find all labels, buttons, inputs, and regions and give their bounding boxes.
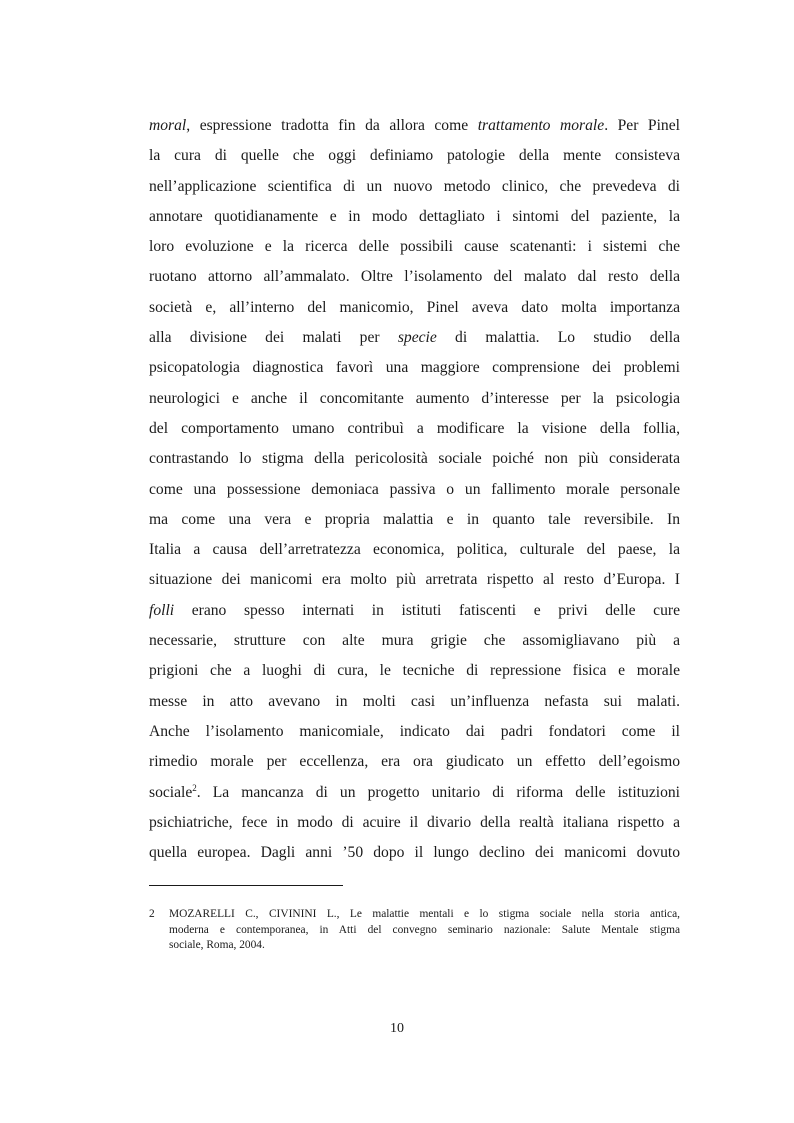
- body-line: [149, 262, 680, 292]
- body-text-segment: necessarie, strutture con alte mura grigie che assomigliavano più a: [149, 632, 680, 650]
- body-text-segment: la cura di quelle che oggi definiamo patologie della mente consisteva: [149, 147, 680, 165]
- body-text-segment: specie: [397, 329, 437, 347]
- body-text-segment: Anche l’isolamento manicomiale, indicato dai padri fondatori come il: [149, 722, 680, 740]
- body-line: [149, 656, 680, 686]
- body-line: [149, 172, 680, 202]
- body-text-segment: ruotano attorno all’ammalato. Oltre l’isolamento del malato dal resto della: [149, 268, 680, 286]
- body-line: [149, 505, 680, 535]
- body-line: [149, 717, 680, 747]
- body-line: [149, 778, 680, 808]
- body-text-segment: Italia a causa dell’arretratezza economica, politica, culturale del paese, la: [149, 541, 680, 559]
- footnote-line: moderna e contemporanea, in Atti del convegno seminario nazionale: Salute Mentale stigma: [169, 923, 680, 936]
- body-text-segment: società e, all’interno del manicomio, Pinel aveva dato molta importanza: [149, 298, 680, 316]
- body-line: [149, 838, 680, 868]
- footnote: [149, 907, 680, 954]
- body-line: [149, 626, 680, 656]
- footnote-line: sociale, Roma, 2004.: [169, 939, 265, 951]
- body-text-segment: messe in atto avevano in molti casi un’influenza nefasta sui malati.: [149, 692, 680, 710]
- body-text-segment: . Per Pinel: [604, 117, 680, 134]
- footnote-line: MOZARELLI C., CIVININI L., Le malattie mentali e lo stigma sociale nella storia antica,: [169, 908, 680, 920]
- body-text-segment: come una possessione demoniaca passiva o un fallimento morale personale: [149, 480, 680, 498]
- body-line: [149, 808, 680, 838]
- page-number: 10: [390, 1021, 404, 1036]
- body-text-segment: moral: [149, 117, 187, 134]
- body-text-segment: . La mancanza di un progetto unitario di riforma delle istituzioni: [196, 783, 680, 801]
- body-line: [149, 444, 680, 474]
- body-line: [149, 565, 680, 595]
- body-text-segment: rimedio morale per eccellenza, era ora giudicato un effetto dell’egoismo: [149, 753, 680, 771]
- footnote-text: [169, 907, 680, 954]
- body-line: [149, 141, 680, 171]
- body-line: [149, 747, 680, 777]
- footnote-reference: 2: [192, 782, 197, 793]
- body-line: [149, 323, 680, 353]
- body-text-segment: annotare quotidianamente e in modo dettagliato i sintomi del paziente, la: [149, 207, 680, 225]
- body-text-segment: alla divisione dei malati per: [149, 329, 398, 347]
- footnote-number: 2: [149, 908, 155, 920]
- body-text-segment: di malattia. Lo studio della: [436, 329, 680, 347]
- body-text-segment: psicopatologia diagnostica favorì una maggiore comprensione dei problemi: [149, 359, 680, 377]
- body-text-segment: del comportamento umano contribuì a modificare la visione della follia,: [149, 419, 680, 437]
- body-line: [149, 475, 680, 505]
- body-line: [149, 687, 680, 717]
- body-text-segment: neurologici e anche il concomitante aumento d’interesse per la psicologia: [149, 389, 680, 407]
- body-text-segment: loro evoluzione e la ricerca delle possibili cause scatenanti: i sistemi che: [149, 238, 680, 256]
- body-line: [149, 202, 680, 232]
- body-text-segment: quella europea. Dagli anni ’50 dopo il lungo declino dei manicomi dovuto: [149, 844, 680, 862]
- body-text-segment: prigioni che a luoghi di cura, le tecniche di repressione fisica e morale: [149, 662, 680, 680]
- body-text: [149, 111, 680, 868]
- body-text-segment: , espressione tradotta fin da allora come: [186, 117, 478, 134]
- body-line: [149, 111, 680, 141]
- body-line: [149, 596, 680, 626]
- body-text-segment: erano spesso internati in istituti fatiscenti e privi delle cure: [174, 601, 680, 619]
- footnote-separator: [149, 885, 343, 886]
- body-line: [149, 414, 680, 444]
- body-text-segment: trattamento morale: [477, 117, 605, 134]
- body-text-segment: ma come una vera e propria malattia e in quanto tale reversibile. In: [149, 510, 680, 528]
- body-text-segment: nell’applicazione scientifica di un nuovo metodo clinico, che prevedeva di: [149, 177, 680, 195]
- body-text-segment: psichiatriche, fece in modo di acuire il divario della realtà italiana rispetto a: [149, 813, 680, 831]
- body-line: [149, 535, 680, 565]
- body-text-segment: situazione dei manicomi era molto più arretrata rispetto al resto d’Europa. I: [149, 571, 680, 589]
- body-line: [149, 353, 680, 383]
- body-text-segment: contrastando lo stigma della pericolosità sociale poiché non più considerata: [149, 450, 680, 468]
- body-line: [149, 232, 680, 262]
- body-line: [149, 293, 680, 323]
- body-line: [149, 384, 680, 414]
- body-text-segment: folli: [149, 601, 175, 619]
- body-text-segment: sociale: [149, 783, 193, 801]
